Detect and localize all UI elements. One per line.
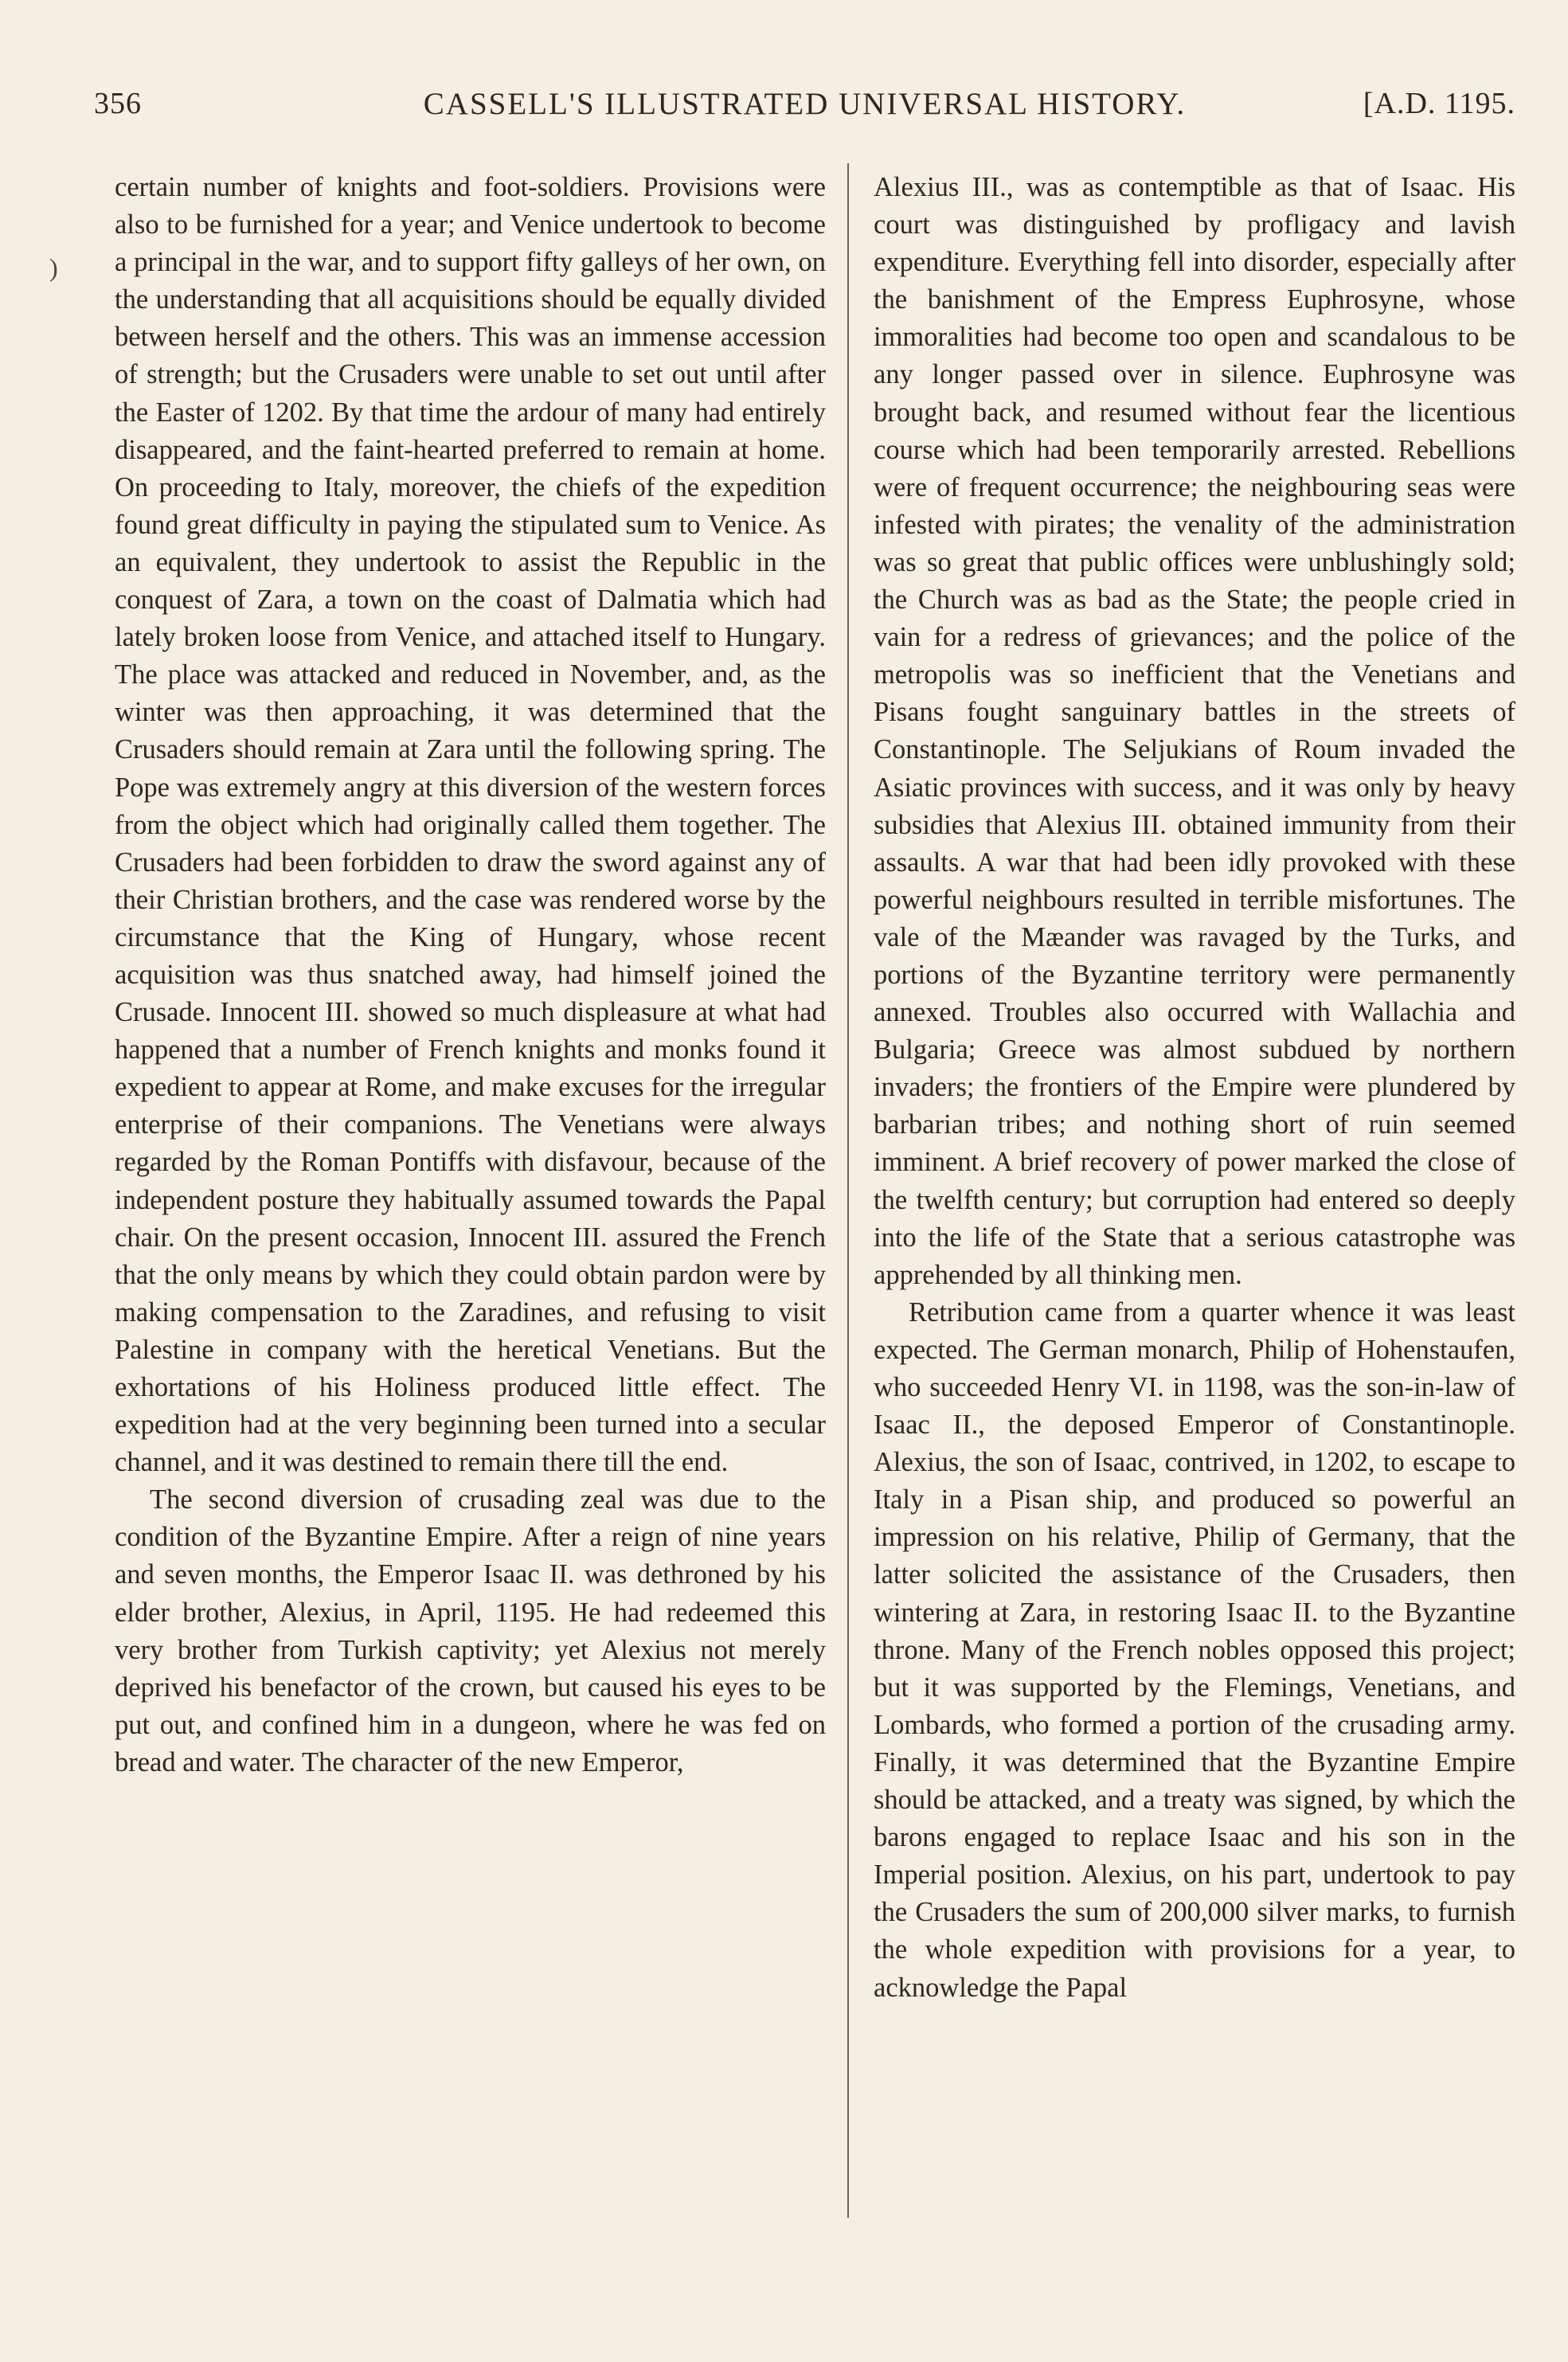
right-paragraph-1: Alexius III., was as contemptible as that of Isaac. His court was distinguished by profligacy and lavish expenditure. Everything fell into disorder, especially after the banishment of the Empress Euphrosyne, whose immoralities had become too open and scandalous to be any longer passed over in silence. Euphrosyne was brought back, and resumed without fear the licentious course which had been temporarily arrested. Rebellions were of frequent occurrence; the neighbouring seas were infested with pirates; the venality of the administration was so great that public offices were unblushingly sold; the Church was as bad as the State; the people cried in vain for a redress of grievances; and the police of the metropolis was so inefficient that the Venetians and Pisans fought sanguinary battles in the streets of Constantinople. The Seljukians of Roum invaded the Asiatic provinces with success, and it was only by heavy subsidies that Alexius III. obtained immunity from their assaults. A war that had been idly provoked with these powerful neighbours resulted in terrible misfortunes. The vale of the Mæander was ravaged by the Turks, and portions of the Byzantine territory were permanently annexed. Troubles also occurred with Wallachia and Bulgaria; Greece was almost subdued by northern invaders; the frontiers of the Empire were plundered by barbarian tribes; and nothing short of ruin seemed imminent. A brief recovery of power marked the close of the twelfth century; but corruption had entered so deeply into the life of the State that a serious catastrophe was apprehended by all thinking men.: [874, 172, 1515, 1290]
left-column: [115, 169, 826, 1781]
right-column: [874, 169, 1515, 2007]
left-paragraph-1: certain number of knights and foot-soldiers. Provisions were also to be furnished for a year; and Venice undertook to become a principal in the war, and to support fifty galleys of her own, on the understanding that all acquisitions should be equally divided between herself and the others. This was an immense accession of strength; but the Crusaders were unable to set out until after the Easter of 1202. By that time the ardour of many had entirely disappeared, and the faint-hearted preferred to remain at home. On proceeding to Italy, moreover, the chiefs of the expedition found great difficulty in paying the stipulated sum to Venice. As an equivalent, they undertook to assist the Republic in the conquest of Zara, a town on the coast of Dalmatia which had lately broken loose from Venice, and attached itself to Hungary. The place was attacked and reduced in November, and, as the winter was then approaching, it was determined that the Crusaders should remain at Zara until the following spring. The Pope was extremely angry at this diversion of the western forces from the object which had originally called them together. The Crusaders had been forbidden to draw the sword against any of their Christian brothers, and the case was rendered worse by the circumstance that the King of Hungary, whose recent acquisition was thus snatched away, had himself joined the Crusade. Innocent III. showed so much displeasure at what had happened that a number of French knights and monks found it expedient to appear at Rome, and make excuses for the irregular enterprise of their companions. The Venetians were always regarded by the Roman Pontiffs with disfavour, because of the independent posture they habitually assumed towards the Papal chair. On the present occasion, Innocent III. assured the French that the only means by which they could obtain pardon were by making compensation to the Zaradines, and refusing to visit Palestine in company with the heretical Venetians. But the exhortations of his Holiness produced little effect. The expedition had at the very beginning been turned into a secular channel, and it was destined to remain there till the end.: [115, 172, 826, 1478]
column-rule: [847, 163, 849, 2218]
margin-mark: ): [49, 253, 58, 282]
left-paragraph-2: The second diversion of crusading zeal was due to the condition of the Byzantine Empire. After a reign of nine years and seven months, the Emperor Isaac II. was dethroned by his elder brother, Alexius, in April, 1195. He had redeemed this very brother from Turkish captivity; yet Alexius not merely deprived his benefactor of the crown, but caused his eyes to be put out, and confined him in a dungeon, where he was fed on bread and water. The character of the new Emperor,: [115, 1484, 826, 1777]
page-number: 356: [94, 87, 142, 120]
right-paragraph-2: Retribution came from a quarter whence it was least expected. The German monarch, Philip of Hohenstaufen, who succeeded Henry VI. in 1198, was the son-in-law of Isaac II., the deposed Emperor of Constantinople. Alexius, the son of Isaac, contrived, in 1202, to escape to Italy in a Pisan ship, and produced so powerful an impression on his relative, Philip of Germany, that the latter solicited the assistance of the Crusaders, then wintering at Zara, in restoring Isaac II. to the Byzantine throne. Many of the French nobles opposed this project; but it was supported by the Flemings, Venetians, and Lombards, who formed a portion of the crusading army. Finally, it was determined that the Byzantine Empire should be attacked, and a treaty was signed, by which the barons engaged to replace Isaac and his son in the Imperial position. Alexius, on his part, undertook to pay the Crusaders the sum of 200,000 silver marks, to furnish the whole expedition with provisions for a year, to acknowledge the Papal: [874, 1296, 1515, 2003]
running-title: CASSELL'S ILLUSTRATED UNIVERSAL HISTORY.: [423, 87, 1187, 121]
running-head: [94, 86, 1515, 134]
running-date: [A.D. 1195.: [1363, 87, 1515, 120]
